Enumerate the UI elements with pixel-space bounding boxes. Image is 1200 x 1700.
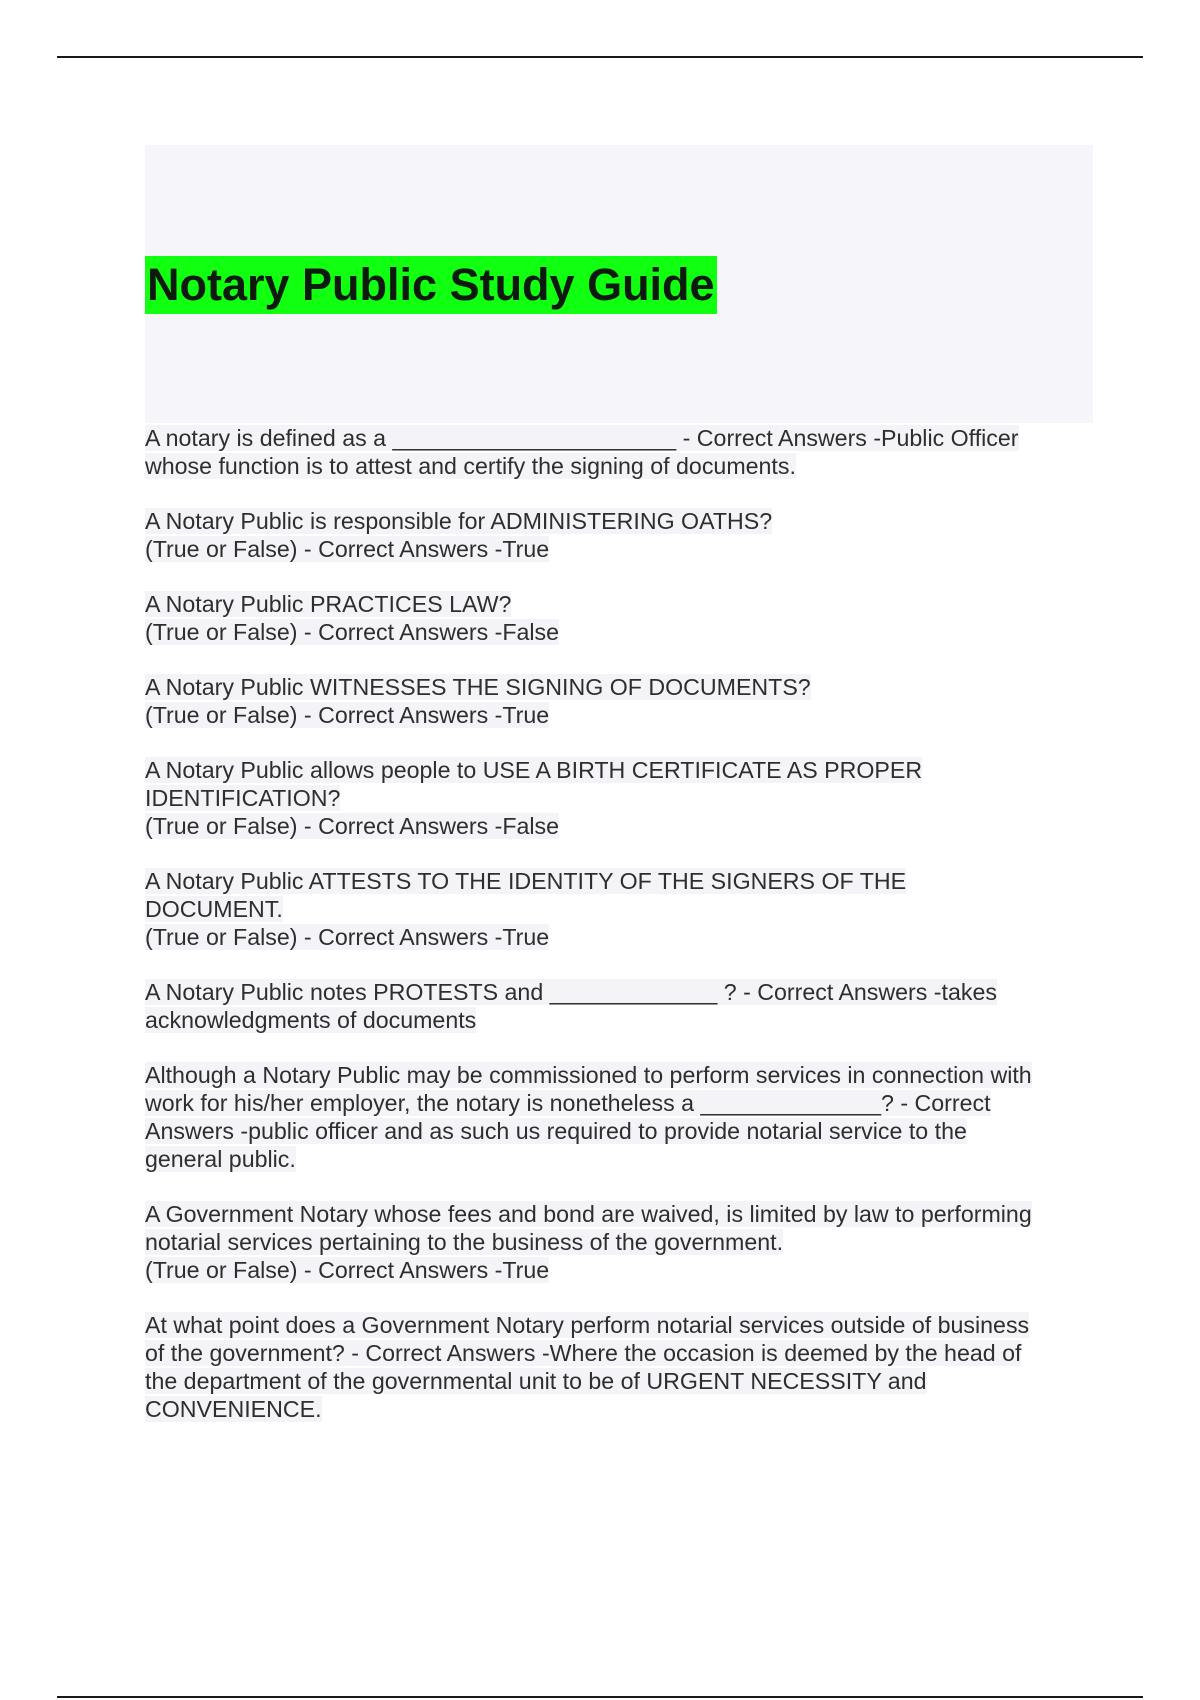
footer-rule	[57, 1696, 1143, 1698]
qa-line-text: DOCUMENT.	[145, 896, 283, 922]
qa-line-text: (True or False) - Correct Answers -True	[145, 702, 550, 728]
qa-item	[145, 978, 1080, 1034]
qa-item	[145, 756, 1080, 840]
qa-line-text: At what point does a Government Notary perform notarial services outside of business	[145, 1312, 1030, 1338]
qa-list	[145, 424, 1080, 1450]
qa-line-text: (True or False) - Correct Answers -False	[145, 619, 560, 645]
qa-item	[145, 507, 1080, 563]
qa-line-text: Although a Notary Public may be commissioned to perform services in connection with	[145, 1062, 1032, 1088]
qa-line	[145, 1367, 1080, 1395]
header-rule	[57, 56, 1143, 58]
qa-line	[145, 590, 1080, 618]
qa-line	[145, 1145, 1080, 1173]
qa-line	[145, 756, 1080, 784]
qa-line	[145, 424, 1080, 452]
qa-item	[145, 867, 1080, 951]
qa-line-text: notarial services pertaining to the business of the government.	[145, 1229, 784, 1255]
qa-item	[145, 1200, 1080, 1284]
qa-line	[145, 1006, 1080, 1034]
qa-line	[145, 812, 1080, 840]
qa-line-text: Answers -public officer and as such us required to provide notarial service to the	[145, 1118, 967, 1144]
qa-line	[145, 1061, 1080, 1089]
qa-item	[145, 673, 1080, 729]
qa-item	[145, 590, 1080, 646]
qa-item	[145, 424, 1080, 480]
qa-line	[145, 507, 1080, 535]
qa-line	[145, 452, 1080, 480]
qa-line-text: A Notary Public PRACTICES LAW?	[145, 591, 512, 617]
qa-line	[145, 1311, 1080, 1339]
qa-line-text: general public.	[145, 1146, 296, 1172]
qa-line-text: CONVENIENCE.	[145, 1396, 322, 1422]
qa-line-text: A Notary Public WITNESSES THE SIGNING OF DOCUMENTS?	[145, 674, 811, 700]
qa-line	[145, 978, 1080, 1006]
qa-line-text: A Notary Public allows people to USE A BIRTH CERTIFICATE AS PROPER	[145, 757, 923, 783]
qa-line	[145, 1089, 1080, 1117]
qa-line	[145, 867, 1080, 895]
qa-line	[145, 1339, 1080, 1367]
qa-line	[145, 1256, 1080, 1284]
qa-line-text: acknowledgments of documents	[145, 1007, 477, 1033]
qa-line	[145, 1117, 1080, 1145]
qa-line	[145, 784, 1080, 812]
qa-line-text: (True or False) - Correct Answers -False	[145, 813, 560, 839]
qa-line	[145, 618, 1080, 646]
qa-line	[145, 535, 1080, 563]
qa-line-text: A Notary Public notes PROTESTS and _____________ ? - Correct Answers -takes	[145, 979, 997, 1005]
qa-line-text: of the government? - Correct Answers -Where the occasion is deemed by the head of	[145, 1340, 1022, 1366]
qa-line	[145, 1200, 1080, 1228]
qa-line-text: (True or False) - Correct Answers -True	[145, 1257, 550, 1283]
qa-line-text: whose function is to attest and certify the signing of documents.	[145, 453, 796, 479]
qa-line	[145, 1228, 1080, 1256]
qa-line	[145, 673, 1080, 701]
qa-line-text: (True or False) - Correct Answers -True	[145, 924, 550, 950]
qa-line-text: IDENTIFICATION?	[145, 785, 341, 811]
qa-line	[145, 701, 1080, 729]
qa-item	[145, 1061, 1080, 1173]
qa-line-text: (True or False) - Correct Answers -True	[145, 536, 550, 562]
qa-line-text: A Notary Public ATTESTS TO THE IDENTITY OF THE SIGNERS OF THE	[145, 868, 907, 894]
qa-line	[145, 923, 1080, 951]
qa-line-text: work for his/her employer, the notary is nonetheless a ______________? - Correct	[145, 1090, 991, 1116]
qa-line	[145, 895, 1080, 923]
qa-line-text: A Notary Public is responsible for ADMINISTERING OATHS?	[145, 508, 773, 534]
qa-line	[145, 1395, 1080, 1423]
qa-line-text: A Government Notary whose fees and bond are waived, is limited by law to performing	[145, 1201, 1032, 1227]
document-title: Notary Public Study Guide	[145, 256, 717, 314]
qa-line-text: the department of the governmental unit to be of URGENT NECESSITY and	[145, 1368, 927, 1394]
qa-line-text: A notary is defined as a ______________________ - Correct Answers -Public Officer	[145, 425, 1019, 451]
qa-item	[145, 1311, 1080, 1423]
